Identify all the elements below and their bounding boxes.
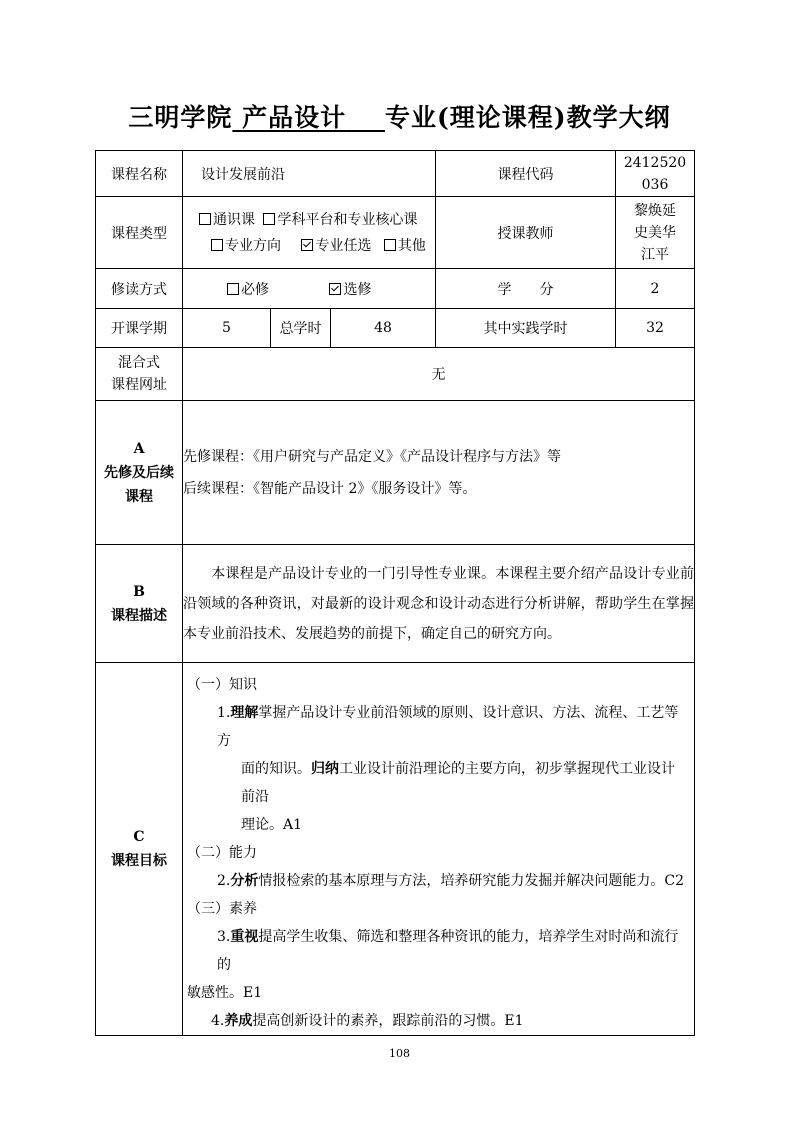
study-mode-required-label: 必修	[241, 281, 269, 298]
goal-1: 1.理解掌握产品设计专业前沿领域的原则、设计意识、方法、流程、工艺等方	[217, 705, 679, 749]
course-type-label: 课程类型	[96, 197, 183, 269]
row-section-b	[96, 545, 695, 663]
course-name-value: 设计发展前沿	[183, 151, 436, 197]
goal-1-end: 理论。A1	[241, 817, 303, 833]
ability-heading: （二）能力	[187, 845, 257, 861]
checkbox-required[interactable]	[227, 283, 239, 295]
course-code-line1: 2412520	[623, 154, 687, 171]
quality-heading: （三）素养	[187, 901, 257, 917]
section-a-label-line1: 先修及后续	[104, 464, 174, 481]
course-code-line2: 036	[641, 176, 669, 193]
option-elective-label: 专业任选	[315, 237, 372, 254]
teacher-1: 黎焕延	[634, 202, 677, 219]
row-study-mode	[96, 269, 695, 309]
syllabus-table	[95, 150, 695, 1036]
followup-courses: 后续课程：《智能产品设计 2》《服务设计》等。	[183, 480, 477, 497]
row-semester	[96, 309, 695, 348]
section-a-content	[183, 401, 695, 545]
section-b-content	[183, 545, 695, 663]
checkbox-general[interactable]	[199, 213, 211, 225]
teacher-3: 江平	[641, 246, 670, 263]
study-mode-options	[183, 269, 436, 309]
checkbox-platform[interactable]	[263, 213, 275, 225]
course-type-options	[183, 197, 436, 269]
title-prefix: 三明学院	[128, 103, 233, 132]
course-code-label: 课程代码	[436, 151, 616, 197]
teacher-label: 授课教师	[436, 197, 616, 269]
goal-3: 3.重视提高学生收集、筛选和整理各种资讯的能力，培养学生对时尚和流行的	[217, 929, 679, 973]
section-b-label	[96, 545, 183, 663]
section-c-letter: C	[133, 829, 145, 845]
course-code-value	[616, 151, 695, 197]
credit-label: 学 分	[436, 269, 616, 309]
hybrid-label-line2: 课程网址	[111, 377, 167, 393]
page-title	[0, 98, 799, 134]
section-c-content	[183, 663, 695, 1036]
section-a-label	[96, 401, 183, 545]
option-general-label: 通识课	[213, 211, 255, 228]
goal-2: 2.分析情报检索的基本原理与方法，培养研究能力发掘并解决问题能力。C2	[217, 873, 684, 889]
total-hours-value: 48	[331, 309, 436, 348]
title-major: 产品设计	[242, 103, 347, 132]
row-course-name	[96, 151, 695, 197]
section-a-label-line2: 课程	[125, 488, 153, 505]
practice-hours-value: 32	[616, 309, 695, 348]
section-c-label	[96, 663, 183, 1036]
row-hybrid-url	[96, 348, 695, 401]
course-description: 本课程是产品设计专业的一门引导性专业课。本课程主要介绍产品设计专业前沿领域的各种资讯，对最新的设计观念和设计动态进行分析讲解，帮助学生在掌握本专业前沿技术、发展趋势的前提下，确定自己的研究方向。	[183, 565, 695, 642]
hybrid-label	[96, 348, 183, 401]
page-number: 108	[389, 1047, 410, 1060]
row-section-c	[96, 663, 695, 1036]
goal-3-cont: 敏感性。E1	[187, 985, 263, 1001]
checkbox-other[interactable]	[384, 239, 396, 251]
checkbox-direction[interactable]	[211, 239, 223, 251]
total-hours-label: 总学时	[271, 309, 331, 348]
hybrid-label-line1: 混合式	[118, 355, 160, 371]
option-platform-label: 学科平台和专业核心课	[277, 211, 418, 228]
teacher-2: 史美华	[634, 224, 677, 241]
option-direction-label: 专业方向	[225, 237, 281, 254]
option-other-label: 其他	[397, 237, 426, 254]
goal-4: 4.养成提高创新设计的素养，跟踪前沿的习惯。E1	[211, 1013, 524, 1029]
hybrid-value: 无	[183, 348, 695, 401]
study-mode-elective-label: 选修	[343, 281, 372, 298]
semester-value: 5	[183, 309, 271, 348]
teacher-list	[616, 197, 695, 269]
study-mode-label: 修读方式	[96, 269, 183, 309]
knowledge-heading: （一）知识	[187, 677, 257, 693]
goal-1-cont: 面的知识。归纳工业设计前沿理论的主要方向，初步掌握现代工业设计前沿	[241, 761, 675, 805]
section-b-label-text: 课程描述	[111, 607, 167, 624]
row-course-type	[96, 197, 695, 269]
section-a-letter: A	[133, 440, 145, 457]
prereq-courses: 先修课程：《用户研究与产品定义》《产品设计程序与方法》等	[183, 448, 561, 465]
practice-hours-label: 其中实践学时	[436, 309, 616, 348]
row-section-a	[96, 401, 695, 545]
title-suffix: 专业(理论课程)教学大纲	[384, 103, 671, 132]
checkbox-elective-checked[interactable]	[301, 239, 313, 251]
section-c-label-text: 课程目标	[111, 853, 167, 869]
credit-value: 2	[616, 269, 695, 309]
semester-label: 开课学期	[96, 309, 183, 348]
section-b-letter: B	[133, 583, 145, 600]
course-name-label: 课程名称	[96, 151, 183, 197]
checkbox-elective-mode-checked[interactable]	[329, 283, 341, 295]
